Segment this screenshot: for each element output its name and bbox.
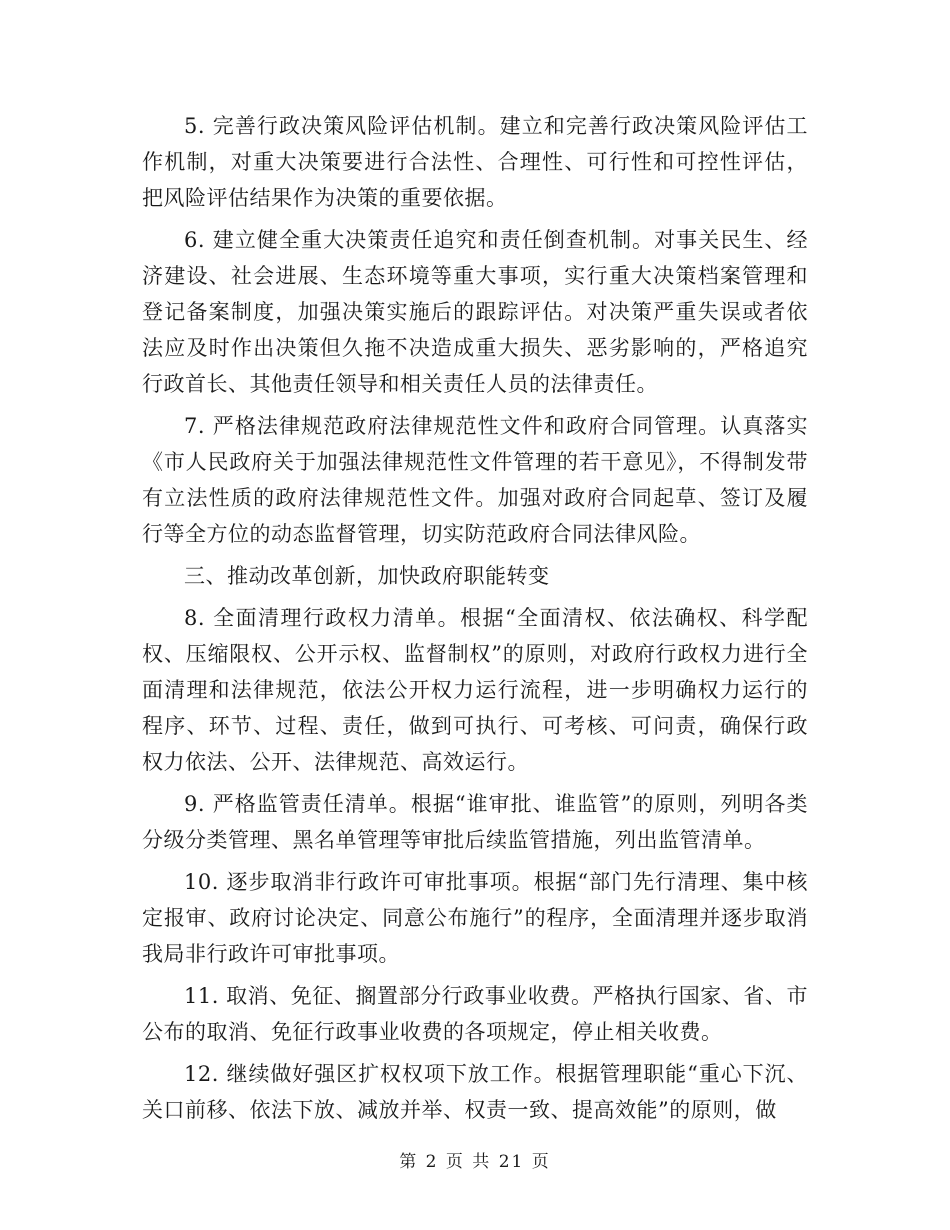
footer-total-pages: 21 — [498, 1152, 525, 1172]
footer-page-number: 2 — [425, 1152, 439, 1172]
paragraph-10: 10. 逐步取消非行政许可审批事项。根据“部门先行清理、集中核定报审、政府讨论决定、同意公布施行”的程序，全面清理并逐步取消我局非行政许可审批事项。 — [142, 870, 808, 966]
section-heading-3: 三、推动改革创新，加快政府职能转变 — [184, 564, 550, 588]
paragraph-6: 6. 建立健全重大决策责任追究和责任倒查机制。对事关民生、经济建设、社会进展、生态环境等重大事项，实行重大决策档案管理和登记备案制度，加强决策实施后的跟踪评估。对决策严重失误或者依法应及时作出决策但久拖不决造成重大损失、恶劣影响的，严格追究行政首长、其他责任领导和相关责任人员的法律责任。 — [142, 228, 808, 396]
document-body — [142, 108, 808, 1134]
paragraph-12: 12. 继续做好强区扩权权项下放工作。根据管理职能“重心下沉、关口前移、依法下放、减放并举、权责一致、提高效能”的原则，做 — [142, 1062, 808, 1122]
page-footer — [0, 1150, 950, 1174]
paragraph-8: 8. 全面清理行政权力清单。根据“全面清权、依法确权、科学配权、压缩限权、公开示权、监督制权”的原则，对政府行政权力进行全面清理和法律规范，依法公开权力运行流程，进一步明确权力运行的程序、环节、过程、责任，做到可执行、可考核、可问责，确保行政权力依法、公开、法律规范、高效运行。 — [142, 606, 808, 774]
paragraph-11: 11. 取消、免征、搁置部分行政事业收费。严格执行国家、省、市公布的取消、免征行政事业收费的各项规定，停止相关收费。 — [142, 984, 808, 1044]
footer-middle: 页 共 — [445, 1152, 492, 1172]
paragraph-7: 7. 严格法律规范政府法律规范性文件和政府合同管理。认真落实《市人民政府关于加强法律规范性文件管理的若干意见》，不得制发带有立法性质的政府法律规范性文件。加强对政府合同起草、签订及履行等全方位的动态监督管理，切实防范政府合同法律风险。 — [142, 414, 808, 546]
paragraph-9: 9. 严格监管责任清单。根据“谁审批、谁监管”的原则，列明各类分级分类管理、黑名单管理等审批后续监管措施，列出监管清单。 — [142, 792, 808, 852]
paragraph-5: 5. 完善行政决策风险评估机制。建立和完善行政决策风险评估工作机制，对重大决策要进行合法性、合理性、可行性和可控性评估，把风险评估结果作为决策的重要依据。 — [142, 114, 808, 210]
footer-suffix: 页 — [531, 1152, 551, 1172]
footer-prefix: 第 — [399, 1152, 419, 1172]
